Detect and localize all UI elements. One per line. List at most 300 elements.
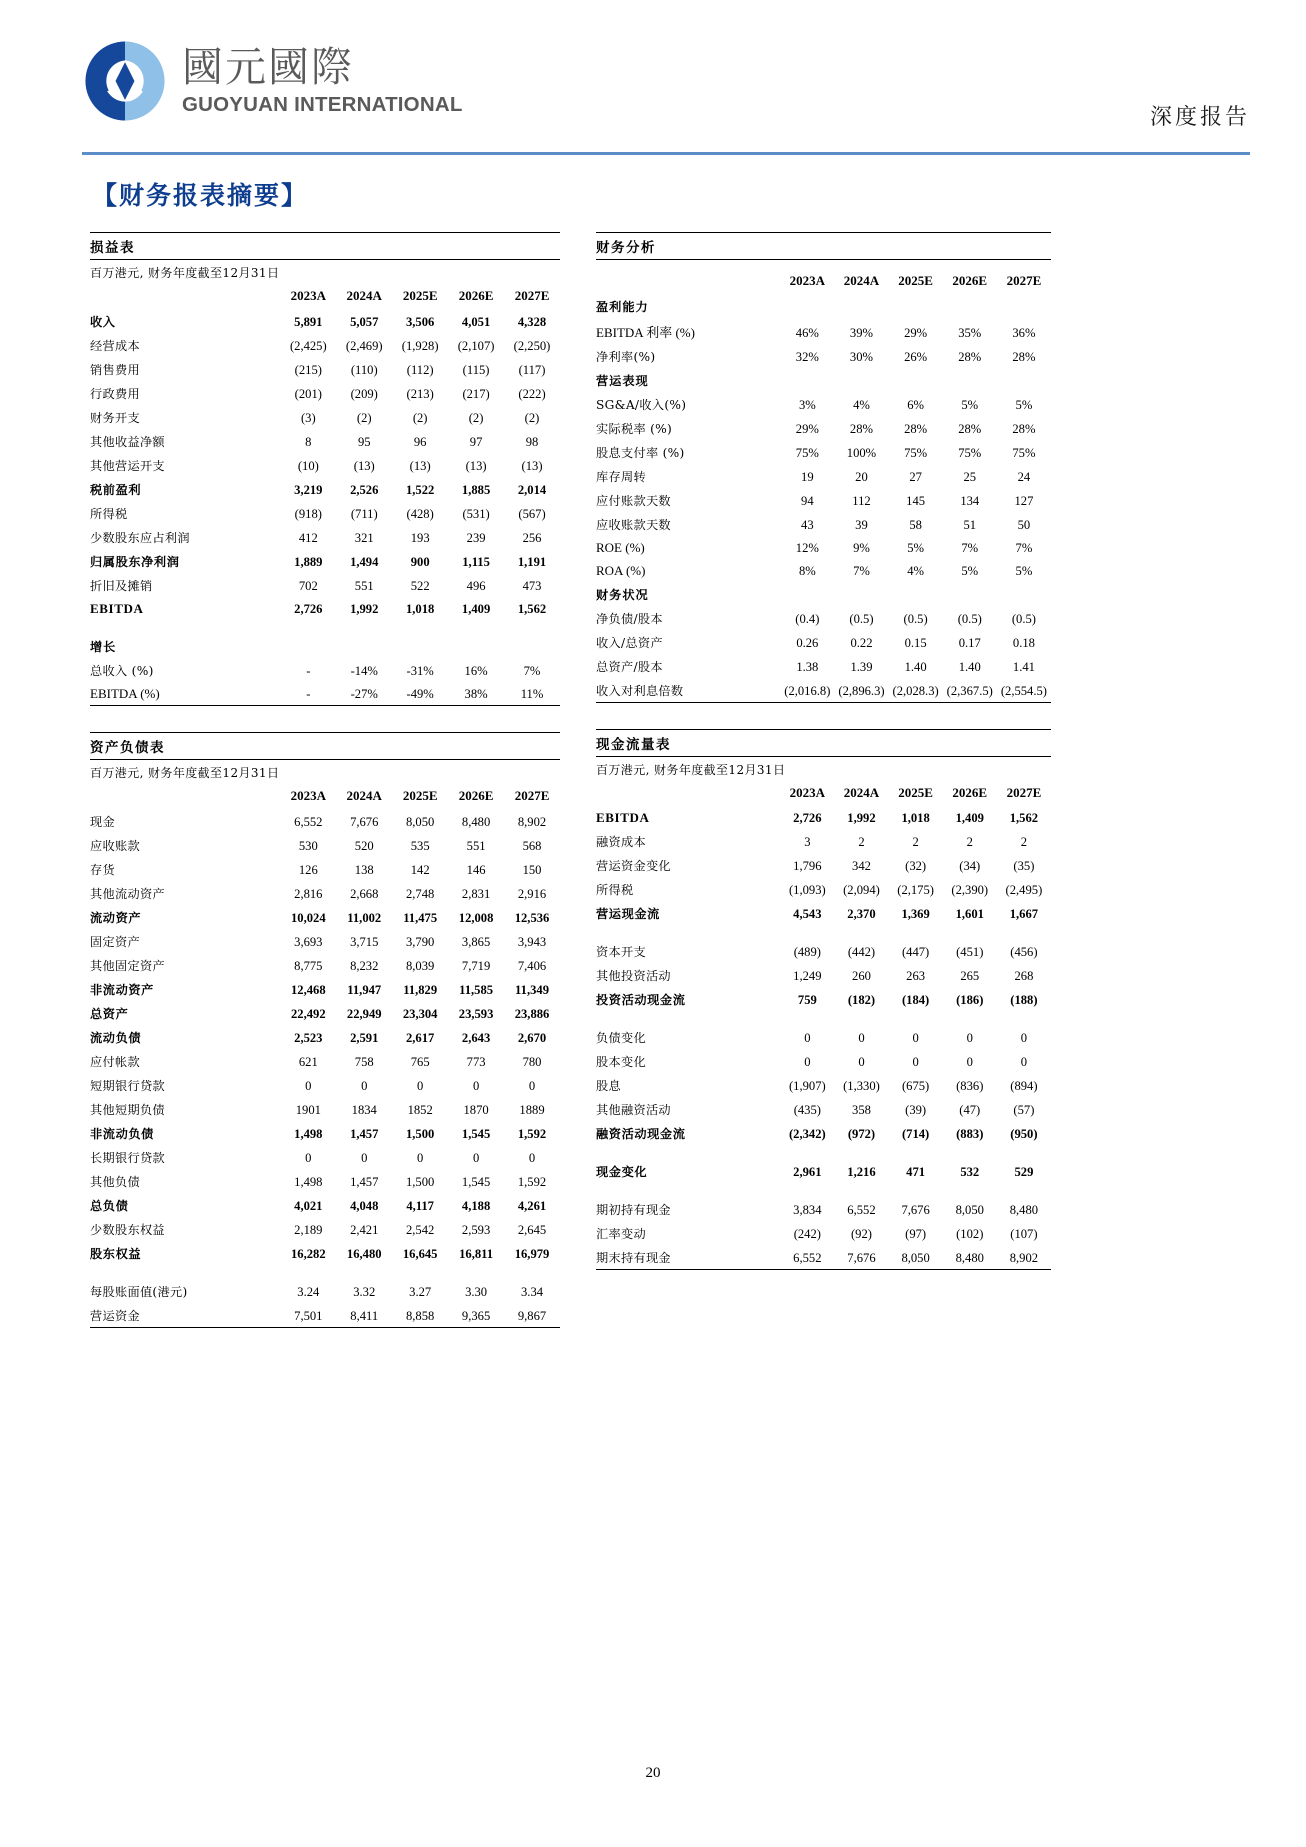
cell-2024A: 0 — [361, 1150, 368, 1165]
cell-2024A: 260 — [852, 968, 871, 983]
cell-2025E: 3,790 — [405, 934, 435, 949]
cell-2025E: 1,018 — [901, 810, 930, 825]
cell-2027E: (2,495) — [1005, 882, 1043, 897]
cell-2026E: (47) — [959, 1102, 981, 1117]
cell-2026E — [943, 294, 997, 318]
table-row — [90, 333, 560, 357]
cell-2023A: 1,498 — [294, 1174, 323, 1189]
table-row — [596, 416, 1051, 440]
cell-2023A: 759 — [797, 992, 817, 1007]
cell-2023A: 10,024 — [291, 910, 326, 925]
cell-2027E: 127 — [1014, 493, 1034, 508]
cell-2025E: (2,028.3) — [889, 678, 943, 703]
cell-2027E — [997, 368, 1051, 392]
cell-2027E: 0 — [528, 1078, 536, 1093]
year-header-blank — [90, 783, 280, 809]
cell-2024A: 16,480 — [346, 1246, 382, 1261]
table-row — [90, 857, 560, 881]
year-header-2025E: 2025E — [402, 288, 438, 303]
row-label: 股本变化 — [596, 1054, 646, 1069]
table-row — [90, 1241, 560, 1265]
cell-2023A: - — [280, 682, 336, 706]
cell-2025E: 0 — [912, 1054, 919, 1069]
cell-2027E: (117) — [518, 362, 546, 377]
cell-2026E: (531) — [462, 506, 490, 521]
table-row — [596, 901, 1051, 925]
cell-2025E: 8,858 — [392, 1303, 448, 1328]
cell-2026E: 773 — [466, 1054, 486, 1069]
cell-2024A — [336, 634, 392, 658]
year-header-2023A: 2023A — [290, 288, 327, 303]
row-label: 库存周转 — [596, 469, 646, 484]
cell-2024A: 22,949 — [346, 1006, 382, 1021]
cell-2024A: 7,676 — [350, 814, 379, 829]
row-label: 收入对利息倍数 — [596, 678, 780, 703]
table-group-header-row — [596, 582, 1051, 606]
cell-2024A: (209) — [350, 386, 378, 401]
table-row — [596, 440, 1051, 464]
cell-2026E: 23,593 — [458, 1006, 494, 1021]
cell-2027E: 1.41 — [1012, 659, 1035, 674]
row-label: 少数股东权益 — [90, 1222, 165, 1237]
row-label: 净利率(%) — [596, 349, 656, 364]
cell-2024A: -27% — [336, 682, 392, 706]
cell-2027E: (2,250) — [513, 338, 551, 353]
cell-2023A: (435) — [793, 1102, 821, 1117]
cell-2026E: 134 — [960, 493, 980, 508]
cell-2026E: (217) — [462, 386, 490, 401]
cell-2026E: 1,601 — [955, 906, 984, 921]
guoyuan-circle-diamond-logo — [82, 38, 168, 124]
cell-2023A: 7,501 — [280, 1303, 336, 1328]
cell-2026E: 4,051 — [461, 314, 491, 329]
row-label: 所得税 — [90, 506, 128, 521]
cell-2026E: 0 — [966, 1030, 973, 1045]
right-column — [596, 232, 1051, 1270]
row-label: 其他投资活动 — [596, 968, 671, 983]
row-label: 营运表现 — [596, 373, 649, 388]
cell-2026E: 0 — [472, 1078, 480, 1093]
cell-2026E: 496 — [466, 578, 486, 593]
cell-2027E: 1,562 — [517, 601, 547, 616]
cell-2027E: 1889 — [519, 1102, 545, 1117]
cell-2024A: (110) — [350, 362, 378, 377]
cell-2026E: 8,050 — [955, 1202, 984, 1217]
year-header-2024A: 2024A — [346, 288, 382, 303]
year-header-2026E: 2026E — [458, 288, 494, 303]
cell-2026E: 9,365 — [448, 1303, 504, 1328]
cell-2027E: 2,670 — [517, 1030, 547, 1045]
cell-2024A: (711) — [350, 506, 378, 521]
table-row — [90, 549, 560, 573]
cell-2023A: 4,021 — [294, 1198, 323, 1213]
cell-2023A: 75% — [795, 445, 819, 460]
cell-2027E — [997, 294, 1051, 318]
cell-2026E: 551 — [466, 838, 486, 853]
cell-2024A: 30% — [849, 349, 874, 364]
cell-2027E: 7,406 — [517, 958, 547, 973]
cell-2027E: 12,536 — [514, 910, 550, 925]
cell-2025E: 8,039 — [405, 958, 435, 973]
cell-2023A: 3,693 — [294, 934, 323, 949]
cell-2027E — [504, 634, 560, 658]
year-header-2026E: 2026E — [952, 273, 988, 288]
table-row — [90, 658, 560, 682]
table-row — [596, 1121, 1051, 1145]
cell-2023A: 3 — [804, 834, 811, 849]
cell-2026E: 1,409 — [955, 810, 984, 825]
table-subtitle-row — [90, 760, 560, 784]
row-label: EBITDA — [90, 600, 144, 616]
cell-2026E: (836) — [956, 1078, 984, 1093]
cell-2024A: 321 — [354, 530, 374, 545]
cash-flow-table — [596, 729, 1051, 1270]
cell-2023A: (2,016.8) — [780, 678, 834, 703]
cell-2024A: 4% — [853, 397, 870, 412]
cell-2027E: 1,667 — [1009, 906, 1039, 921]
cell-2024A: 0 — [858, 1030, 865, 1045]
cell-2023A: (489) — [793, 944, 821, 959]
page-title: 【财务报表摘要】 — [92, 181, 309, 210]
table-row — [90, 1025, 560, 1049]
row-label: 短期银行贷款 — [90, 1078, 165, 1093]
row-label: 存货 — [90, 862, 115, 877]
cell-2023A: (2,425) — [289, 338, 327, 353]
cell-2026E: (451) — [956, 944, 984, 959]
cell-2024A: 1834 — [351, 1102, 377, 1117]
cell-2026E: 4,188 — [461, 1198, 491, 1213]
cell-2023A: 16,282 — [291, 1246, 326, 1261]
cell-2025E — [889, 582, 943, 606]
cell-2025E: 27 — [909, 469, 922, 484]
row-label: 收入 — [90, 314, 116, 329]
cell-2027E: 256 — [522, 530, 542, 545]
row-spacer — [596, 1183, 1051, 1197]
cell-2027E: 5% — [1015, 563, 1033, 578]
row-label: 应付账款天数 — [596, 493, 671, 508]
cell-2024A: (2,469) — [345, 338, 383, 353]
cell-2025E: 75% — [904, 445, 928, 460]
cell-2026E: (186) — [956, 992, 984, 1007]
table-row — [596, 464, 1051, 488]
table-row — [90, 477, 560, 501]
table-title-row — [90, 233, 560, 260]
row-label: 归属股东净利润 — [90, 554, 180, 569]
cell-2026E: 75% — [958, 445, 982, 460]
logo-wordmark — [182, 43, 463, 116]
row-label: 经营成本 — [90, 338, 140, 353]
row-label: EBITDA (%) — [90, 682, 280, 706]
cell-2024A: 112 — [852, 493, 871, 508]
cell-2024A: 11,002 — [347, 910, 382, 925]
year-header-2025E: 2025E — [898, 785, 933, 800]
cell-2025E: 7,676 — [901, 1202, 930, 1217]
cell-2027E: (35) — [1013, 858, 1035, 873]
cell-2023A: 126 — [298, 862, 318, 877]
cell-2026E: 3,865 — [461, 934, 491, 949]
cell-2024A: 2 — [858, 834, 865, 849]
year-header-2024A: 2024A — [843, 785, 880, 800]
table-row — [90, 1049, 560, 1073]
cell-2027E: 568 — [522, 838, 542, 853]
cell-2023A: 2,816 — [294, 886, 323, 901]
cell-2023A — [780, 582, 834, 606]
cell-2026E: 35% — [958, 325, 982, 340]
logo-english-name: GUOYUAN INTERNATIONAL — [182, 92, 463, 116]
table-row — [90, 309, 560, 333]
table-row — [596, 1245, 1051, 1270]
row-label: EBITDA 利率 (%) — [596, 324, 695, 340]
cell-2025E: 96 — [413, 434, 427, 449]
financial-analysis-body — [596, 233, 1051, 703]
table-row — [90, 905, 560, 929]
cell-2023A: (201) — [294, 386, 322, 401]
cell-2023A: 1901 — [295, 1102, 321, 1117]
cell-2025E: 0 — [912, 1030, 919, 1045]
cell-2026E: 16% — [464, 663, 488, 678]
cell-2023A: 1,249 — [793, 968, 822, 983]
cell-2025E: 58 — [909, 517, 922, 532]
row-label: 每股账面值(港元) — [90, 1284, 188, 1299]
cell-2023A: 6,552 — [294, 814, 323, 829]
row-label: 股东权益 — [90, 1246, 142, 1261]
table-row — [596, 963, 1051, 987]
cell-2023A: 3,219 — [294, 482, 323, 497]
cell-2025E: (97) — [905, 1226, 927, 1241]
cell-2025E: 11,475 — [403, 910, 438, 925]
cell-2024A: (1,330) — [843, 1078, 880, 1093]
cell-2024A: 95 — [357, 434, 371, 449]
row-label: 其他固定资产 — [90, 958, 165, 973]
cell-2027E: 1,191 — [517, 554, 547, 569]
cell-2026E: 12,008 — [458, 910, 494, 925]
table-subtitle: 百万港元, 财务年度截至12月31日 — [90, 766, 280, 780]
cell-2025E — [889, 294, 943, 318]
row-label: 股息 — [596, 1078, 621, 1093]
cell-2025E: 765 — [410, 1054, 430, 1069]
cell-2027E: 2,916 — [517, 886, 547, 901]
cell-2025E: 1,018 — [405, 601, 435, 616]
row-label: ROA (%) — [596, 562, 646, 578]
cell-2023A: (1,907) — [788, 1078, 826, 1093]
cell-2024A: (92) — [850, 1226, 872, 1241]
year-header-2027E: 2027E — [1006, 785, 1042, 800]
cell-2023A: (3) — [300, 410, 316, 425]
cell-2025E: 522 — [410, 578, 430, 593]
cell-2023A: 94 — [801, 493, 814, 508]
year-header-blank — [596, 780, 780, 806]
table-subtitle: 百万港元, 财务年度截至12月31日 — [596, 763, 786, 777]
cell-2025E: (13) — [409, 458, 431, 473]
row-label: 其他收益净额 — [90, 434, 165, 449]
table-row — [90, 809, 560, 833]
cell-2023A: (10) — [297, 458, 319, 473]
cell-2026E: (2,367.5) — [943, 678, 997, 703]
cell-2025E: (112) — [406, 362, 434, 377]
cell-2024A: 758 — [354, 1054, 374, 1069]
row-label: 融资成本 — [596, 834, 646, 849]
table-row — [90, 1303, 560, 1328]
table-row — [596, 1221, 1051, 1245]
cell-2026E: (2,107) — [457, 338, 495, 353]
cell-2026E: 265 — [960, 968, 980, 983]
cell-2025E — [392, 634, 448, 658]
cell-2027E: 4,328 — [517, 314, 547, 329]
table-subtitle-row — [90, 260, 560, 284]
cell-2024A: (442) — [847, 944, 876, 959]
cell-2025E: 1852 — [407, 1102, 433, 1117]
cell-2026E: (13) — [465, 458, 487, 473]
cell-2024A: (182) — [847, 992, 876, 1007]
cell-2023A: (1,093) — [788, 882, 826, 897]
table-subtitle-row — [596, 757, 1051, 781]
income-statement-table — [90, 232, 560, 706]
cell-2027E: 780 — [522, 1054, 542, 1069]
year-header-row — [596, 780, 1051, 806]
year-header-2023A: 2023A — [789, 273, 826, 288]
cell-2027E: 28% — [1012, 349, 1036, 364]
table-title: 财务分析 — [596, 233, 1051, 260]
cell-2027E: 7% — [523, 663, 541, 678]
cell-2025E: 2 — [912, 834, 919, 849]
row-label: 其他融资活动 — [596, 1102, 671, 1117]
cell-2025E: (2,175) — [897, 882, 934, 897]
table-row — [90, 501, 560, 525]
cell-2026E: 7,719 — [461, 958, 491, 973]
cell-2026E: 2,831 — [461, 886, 491, 901]
cell-2023A: 3% — [798, 397, 816, 412]
cell-2027E: 98 — [525, 434, 539, 449]
row-label: 盈利能力 — [596, 299, 649, 314]
cell-2025E: 6% — [907, 397, 925, 412]
year-header-row — [90, 783, 560, 809]
cell-2023A: 3.24 — [297, 1284, 320, 1299]
cell-2027E: (567) — [518, 506, 546, 521]
row-label: 应收账款天数 — [596, 517, 671, 532]
cell-2023A: 8% — [798, 563, 816, 578]
cell-2023A: 1,796 — [793, 858, 822, 873]
cell-2024A: 520 — [354, 838, 374, 853]
cell-2023A — [780, 294, 834, 318]
cell-2026E: 3.30 — [465, 1284, 488, 1299]
row-label: 财务开支 — [90, 410, 140, 425]
cell-2023A — [780, 368, 834, 392]
cell-2027E: (0.5) — [1011, 611, 1036, 626]
cell-2024A: (972) — [847, 1126, 876, 1141]
cell-2023A: 6,552 — [780, 1245, 834, 1270]
table-row — [596, 678, 1051, 703]
table-subtitle: 百万港元, 财务年度截至12月31日 — [90, 266, 280, 280]
cell-2027E: 50 — [1017, 517, 1031, 532]
row-label: 收入/总资产 — [596, 635, 663, 650]
cell-2025E: 23,304 — [402, 1006, 438, 1021]
table-row — [596, 536, 1051, 559]
year-header-row — [90, 283, 560, 309]
balance-sheet-table — [90, 732, 560, 1328]
row-spacer — [596, 925, 1051, 939]
row-spacer — [90, 620, 560, 634]
table-group-header-row — [596, 368, 1051, 392]
table-row — [596, 1073, 1051, 1097]
cell-2023A: 19 — [801, 469, 814, 484]
cell-2027E: 1,592 — [517, 1126, 547, 1141]
cell-2025E: 2,617 — [405, 1030, 435, 1045]
cell-2027E: 3.34 — [521, 1284, 544, 1299]
page-header — [0, 0, 1306, 178]
cell-2027E: (188) — [1010, 992, 1038, 1007]
cell-2025E: 5% — [907, 540, 925, 555]
cell-2027E: (107) — [1010, 1226, 1038, 1241]
cell-2023A: (215) — [294, 362, 322, 377]
table-row — [596, 1197, 1051, 1221]
cell-2025E: 2,542 — [405, 1222, 435, 1237]
year-header-2023A: 2023A — [290, 788, 327, 803]
row-label: 总收入 (%) — [90, 663, 154, 678]
cell-2024A: 100% — [846, 445, 877, 460]
table-title-row — [596, 730, 1051, 757]
cell-2026E: 8,480 — [461, 814, 491, 829]
year-header-2027E: 2027E — [514, 788, 550, 803]
cell-2026E: 1,545 — [461, 1174, 491, 1189]
cell-2023A: 1,498 — [294, 1126, 323, 1141]
cell-2027E: (894) — [1010, 1078, 1038, 1093]
cell-2027E: 2 — [1020, 834, 1028, 849]
spacer-cell — [596, 260, 1051, 269]
cell-2024A: 2,370 — [847, 906, 876, 921]
cell-2025E: 4% — [907, 563, 925, 578]
cell-2026E: (0.5) — [957, 611, 982, 626]
cell-2025E: 2,748 — [405, 886, 435, 901]
table-row — [596, 1049, 1051, 1073]
cell-2026E: 1,545 — [461, 1126, 491, 1141]
cell-2027E: 16,979 — [514, 1246, 550, 1261]
cell-2025E: (0.5) — [903, 611, 928, 626]
year-header-2026E: 2026E — [458, 788, 494, 803]
cell-2026E: (883) — [956, 1126, 984, 1141]
cell-2023A: 530 — [298, 838, 318, 853]
cell-2023A: 0 — [804, 1054, 811, 1069]
cell-2026E: 11,585 — [459, 982, 494, 997]
cell-2026E: (115) — [462, 362, 490, 377]
cell-2026E: 532 — [960, 1164, 980, 1179]
cell-2025E: (39) — [905, 1102, 927, 1117]
cell-2024A: 1,494 — [350, 554, 379, 569]
cell-2027E: 0 — [1020, 1030, 1028, 1045]
cell-2023A: 1.38 — [796, 659, 819, 674]
cell-2023A: 2,189 — [294, 1222, 323, 1237]
cell-2024A — [834, 582, 888, 606]
table-row — [90, 953, 560, 977]
cell-2025E: (714) — [901, 1126, 930, 1141]
table-row — [596, 630, 1051, 654]
cell-2024A: 2,421 — [350, 1222, 379, 1237]
year-header-2025E: 2025E — [402, 788, 438, 803]
row-label: 其他流动资产 — [90, 886, 165, 901]
cell-2027E: 8,902 — [517, 814, 547, 829]
year-header-2026E: 2026E — [952, 785, 988, 800]
row-label: ROE (%) — [596, 539, 645, 555]
row-label: SG&A/收入(%) — [596, 397, 687, 412]
cell-2025E: 8,050 — [889, 1245, 943, 1270]
table-row — [90, 357, 560, 381]
table-title: 现金流量表 — [596, 730, 1051, 757]
cell-2026E: 239 — [466, 530, 486, 545]
table-row — [596, 654, 1051, 678]
cell-2027E: 529 — [1014, 1164, 1034, 1179]
year-header-2024A: 2024A — [843, 273, 880, 288]
cell-2027E: 4,261 — [517, 1198, 547, 1213]
cell-2024A: 1,992 — [847, 810, 876, 825]
